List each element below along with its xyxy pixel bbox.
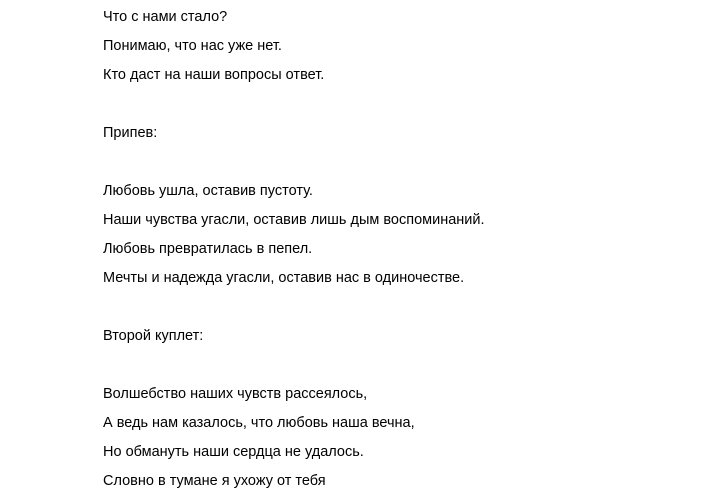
text-line: Кто даст на наши вопросы ответ. <box>103 67 325 83</box>
text-line: Понимаю, что нас уже нет. <box>103 38 282 54</box>
text-line: Словно в тумане я ухожу от тебя <box>103 473 326 489</box>
blank-line <box>103 351 485 380</box>
text-line: Любовь превратилась в пепел. <box>103 241 313 257</box>
blank-line <box>103 148 485 177</box>
text-line: Волшебство наших чувств рассеялось, <box>103 386 368 402</box>
section-heading-chorus: Припев: <box>103 125 158 141</box>
text-line: Что с нами стало? <box>103 9 228 25</box>
text-line: Наши чувства угасли, оставив лишь дым воспоминаний. <box>103 212 485 228</box>
text-line: Но обмануть наши сердца не удалось. <box>103 444 364 460</box>
text-line: А ведь нам казалось, что любовь наша вечна, <box>103 415 415 431</box>
text-line: Мечты и надежда угасли, оставив нас в одиночестве. <box>103 270 465 286</box>
lyrics-text <box>103 3 485 496</box>
blank-line <box>103 293 485 322</box>
blank-line <box>103 90 485 119</box>
section-heading-second-verse: Второй куплет: <box>103 328 204 344</box>
text-line: Любовь ушла, оставив пустоту. <box>103 183 313 199</box>
